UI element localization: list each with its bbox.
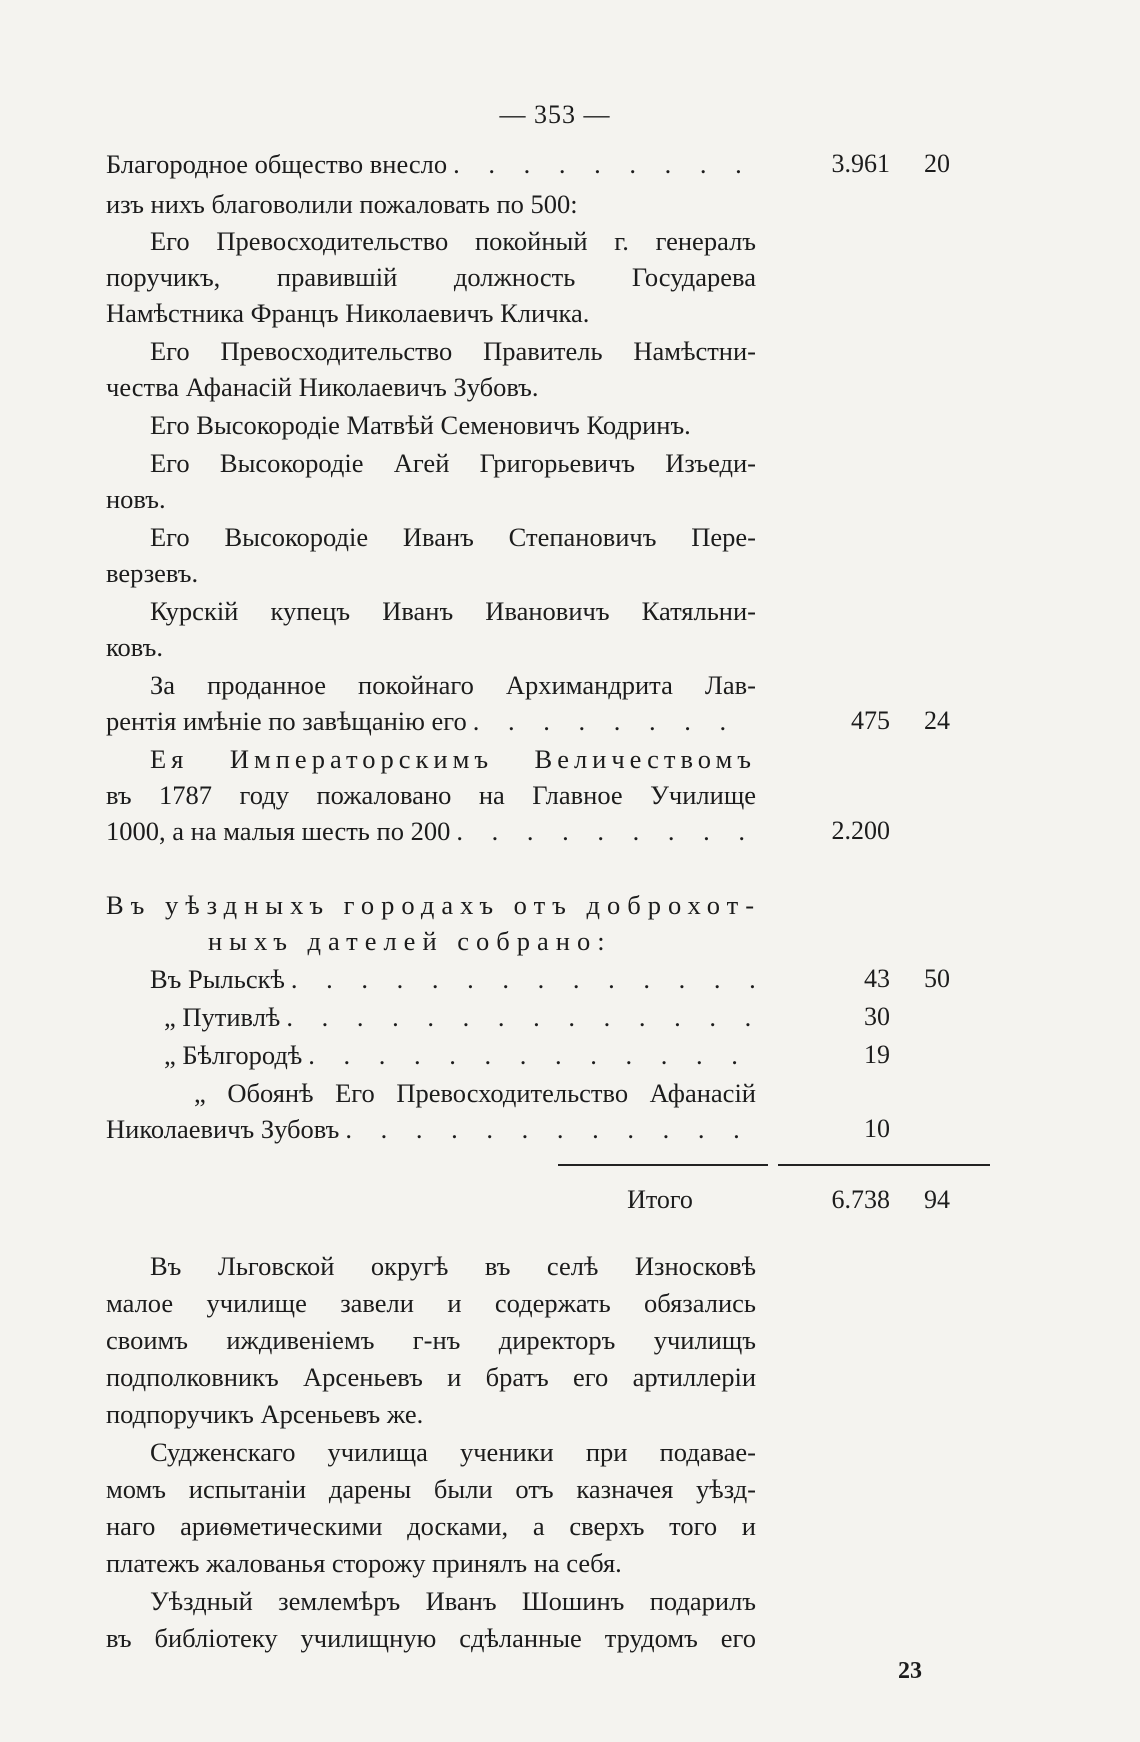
ledger-line-empress: [106, 813, 756, 849]
text-line: изъ нихъ благоволили пожаловать по 500:: [106, 189, 578, 219]
district-label: Въ Рыльскѣ: [150, 964, 285, 994]
total-rule-left: [558, 1164, 768, 1166]
donor-line: [106, 259, 756, 295]
paragraph-line: Судженскаго училища ученики при подавае-: [150, 1437, 756, 1467]
ledger-label: Благородное общество внесло: [106, 149, 448, 179]
paragraph-line: своимъ иждивеніемъ г-нъ директоръ училищъ: [106, 1325, 756, 1355]
districts-heading: ныхъ дателей собрано:: [208, 926, 612, 956]
amount-kopeks: 24: [924, 706, 950, 735]
donor-line: Его Высокородіе Иванъ Степановичъ Пере-: [150, 522, 756, 552]
donor-line: Курскій купецъ Иванъ Ивановичъ Катяльни-: [150, 596, 756, 626]
amount-rubles: 475: [851, 706, 890, 735]
district-label: „ Бѣлгородѣ: [164, 1040, 303, 1070]
amount-rubles: 10: [864, 1114, 890, 1143]
paragraph-line: подпоручикъ Арсеньевъ же.: [106, 1399, 424, 1429]
paragraph-line: платежъ жалованья сторожу принялъ на себя.: [106, 1548, 622, 1578]
donor-line: Его Превосходительство покойный г. генералъ: [150, 226, 756, 256]
donor-line: Его Превосходительство Правитель Намѣстни-: [150, 336, 756, 366]
donor-line: Его Высокородіе Матвѣй Семеновичъ Кодринъ.: [150, 410, 691, 440]
page-number: — 353 —: [499, 100, 611, 129]
archimandrite-line: За проданное покойнаго Архимандрита Лав-: [150, 670, 756, 700]
paragraph-line: малое училище завели и содержать обязались: [106, 1288, 756, 1318]
paragraph-line: наго ариѳметическими досками, а сверхъ того и: [106, 1511, 756, 1541]
dot-leader: [450, 813, 756, 849]
paragraph-line: Въ Льговской округѣ въ селѣ Износковѣ: [150, 1251, 756, 1281]
paragraph-line: Уѣздный землемѣръ Иванъ Шошинъ подарилъ: [150, 1586, 756, 1616]
donor-line: верзевъ.: [106, 558, 199, 588]
paragraph-line: подполковникъ Арсеньевъ и братъ его артиллеріи: [106, 1362, 756, 1392]
ledger-line-noble-society: [106, 146, 756, 182]
dot-leader: [285, 961, 756, 997]
dot-leader: [302, 1037, 756, 1073]
donor-line: Намѣстника Францъ Николаевичъ Кличка.: [106, 298, 590, 328]
ledger-line-archimandrite: [106, 703, 756, 739]
donor-line: новъ.: [106, 484, 166, 514]
amount-rubles: 2.200: [831, 816, 890, 845]
donor-line: чества Афанасій Николаевичъ Зубовъ.: [106, 372, 539, 402]
total-rubles: 6.738: [831, 1185, 890, 1214]
total-kopeks: 94: [924, 1185, 950, 1214]
dot-leader: [339, 1111, 756, 1147]
district-label: „ Путивлѣ: [164, 1002, 281, 1032]
dot-leader: [447, 146, 756, 182]
donor-line: ковъ.: [106, 632, 163, 662]
amount-kopeks: 20: [924, 149, 950, 178]
district-row-rylsk: [150, 961, 756, 997]
amount-kopeks: 50: [924, 964, 950, 993]
districts-heading: Въ уѣздныхъ городахъ отъ доброхот-: [106, 890, 762, 920]
dot-leader: [280, 999, 756, 1035]
amount-rubles: 43: [864, 964, 890, 993]
empress-line: въ 1787 году пожаловано на Главное Училище: [106, 780, 756, 810]
total-label: Итого: [627, 1185, 693, 1214]
amount-rubles: 3.961: [831, 149, 890, 178]
district-label: Николаевичъ Зубовъ: [106, 1114, 340, 1144]
donor-text: поручикъ, правившій должность Государева: [106, 262, 756, 292]
empress-line: Ея Императорскимъ Величествомъ: [150, 744, 756, 774]
district-row-belgorod: [164, 1037, 756, 1073]
donor-line: Его Высокородіе Агей Григорьевичъ Изъеди-: [150, 448, 756, 478]
district-row-putivl: [164, 999, 756, 1035]
amount-rubles: 19: [864, 1040, 890, 1069]
district-row-oboyan-cont: [106, 1111, 756, 1147]
paragraph-line: въ библіотеку училищную сдѣланные трудомъ его: [106, 1623, 756, 1653]
paragraph-line: момъ испытаніи дарены были отъ казначея уѣзд-: [106, 1474, 756, 1504]
dot-leader: [467, 703, 756, 739]
total-rule-right: [778, 1164, 990, 1166]
ledger-label: рентія имѣніе по завѣщанію его: [106, 706, 467, 736]
ledger-label: 1000, а на малыя шесть по 200: [106, 816, 451, 846]
amount-rubles: 30: [864, 1002, 890, 1031]
district-row-oboyan: „ Обоянѣ Его Превосходительство Афанасій: [194, 1078, 756, 1108]
signature-mark: 23: [898, 1658, 922, 1684]
